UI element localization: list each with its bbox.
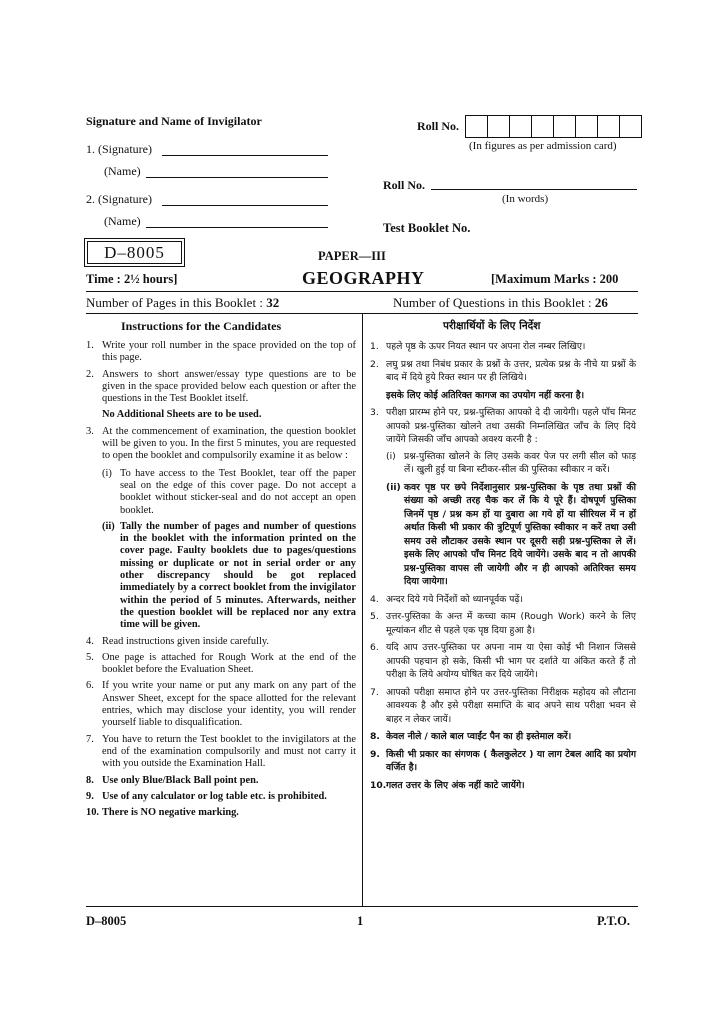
hindi-instructions-list: [370, 340, 636, 796]
invigilator-heading: Signature and Name of Invigilator: [86, 114, 262, 128]
list-item: 3. At the commencement of examination, the question booklet will be given to you. In the first 5 minutes, you are requested to open the booklet and compulsorily examine it as below : (i) To have access to the Test Booklet, tear off the paper seal on the edge of this cover page. Do not accept a booklet without sticker-seal and do not accept an open booklet. (ii) Tally the number of pages and number of questions in the booklet with the information printed on the cover page. Faulty booklets due to pages/questions missing or duplicate or not in serial order or any other discrepancy should be got replaced immediately by a correct booklet from the invigilator within the period of 5 minutes. Afterwards, neither the question booklet will be replaced nor any extra time will be given.: [86, 425, 356, 631]
list-item: 5. One page is attached for Rough Work at the end of the booklet before the Evaluation Sheet.: [86, 651, 356, 676]
list-item: 2. लघु प्रश्न तथा निबंध प्रकार के प्रश्नों के उत्तर, प्रत्येक प्रश्न के नीचे या प्रश्नों के बाद में दिये हुये रिक्त स्थान पर ही लिखिये।: [370, 358, 636, 383]
sub-item: (ii) Tally the number of pages and number of questions in the booklet with the information printed on the cover page. Faulty booklets due to pages/questions missing or duplicate or not in serial order or any other discrepancy should be got replaced immediately by a correct booklet from the invigilator within the period of 5 minutes. Afterwards, neither the question booklet will be replaced nor any extra time will be given.: [102, 520, 356, 631]
signature-1-line[interactable]: [162, 155, 328, 156]
roll-words-note: (In words): [502, 193, 549, 205]
pages-count: [86, 295, 279, 311]
english-instructions-list: [86, 340, 356, 823]
list-item: 9. Use of any calculator or log table etc. is prohibited.: [86, 790, 327, 802]
signature-2-label: 2. (Signature): [86, 192, 152, 206]
list-item: 6. If you write your name or put any mark on any part of the Answer Sheet, except for the space allotted for the relevant entries, which may disclose your identity, you will render yourself liable to disqualification.: [86, 680, 356, 729]
list-item: 10. There is NO negative marking.: [86, 807, 239, 819]
pages-count-value: 32: [266, 295, 280, 310]
hindi-instructions-heading: परीक्षार्थियों के लिए निर्देश: [443, 320, 541, 332]
name-2-line[interactable]: [146, 227, 328, 228]
pto-label: P.T.O.: [597, 914, 630, 928]
list-item: 1. Write your roll number in the space provided on the top of this page.: [86, 340, 356, 364]
sub-item: (ii) कवर पृष्ठ पर छपे निर्देशानुसार प्रश्न-पुस्तिका के पृष्ठ तथा प्रश्नों की संख्या को अच्छी तरह चैक कर लें कि ये पूरे हैं। दोषपूर्ण पुस्तिका जिनमें पृष्ठ / प्रश्न कम हों या दुबारा आ गये हों या सीरियल में न हों अर्थात किसी भी प्रकार की त्रुटिपूर्ण पुस्तिका स्वीकार न करें तथा उसी समय उसे लौटाकर उसके स्थान पर दूसरी सही प्रश्न-पुस्तिका ले लें। इसके लिए आपको पाँच मिनट दिये जायेंगे। उसके बाद न तो आपकी प्रश्न-पुस्तिका वापस ली जायेगी और न ही आपको अतिरिक्त समय दिया जायेगा।: [386, 481, 636, 587]
list-item: 7. आपको परीक्षा समाप्त होने पर उत्तर-पुस्तिका निरीक्षक महोदय को लौटाना आवश्यक है और इसे परीक्षा समाप्ति के बाद अपने साथ परीक्षा भवन से बाहर न लेकर जायें।: [370, 686, 636, 725]
name-2-label: (Name): [104, 214, 141, 228]
list-item: 3. परीक्षा प्रारम्भ होने पर, प्रश्न-पुस्तिका आपको दे दी जायेगी। पहले पाँच मिनट आपको प्रश्न-पुस्तिका खोलने तथा उसकी निम्नलिखित जाँच के लिए दिये जायेंगे जिसकी जाँच आपको अवश्य करनी है : (i) प्रश्न-पुस्तिका खोलने के लिए उसके कवर पेज पर लगी सील को फाड़ लें। खुली हुई या बिना स्टीकर-सील की पुस्तिका स्वीकार न करें। (ii) कवर पृष्ठ पर छपे निर्देशानुसार प्रश्न-पुस्तिका के पृष्ठ तथा प्रश्नों की संख्या को अच्छी तरह चैक कर लें कि ये पूरे हैं। दोषपूर्ण पुस्तिका जिनमें पृष्ठ / प्रश्न कम हों या दुबारा आ गये हों या सीरियल में न हों अर्थात किसी भी प्रकार की त्रुटिपूर्ण पुस्तिका स्वीकार न करें तथा उसी समय उसे लौटाकर उसके स्थान पर दूसरी सही प्रश्न-पुस्तिका ले लें। इसके लिए आपको पाँच मिनट दिये जायेंगे। उसके बाद न तो आपकी प्रश्न-पुस्तिका वापस ली जायेगी और न ही आपको अतिरिक्त समय दिया जायेगा।: [370, 407, 636, 587]
page-number: 1: [357, 914, 364, 928]
roll-number-boxes[interactable]: [466, 115, 642, 138]
list-item: 4. अन्दर दिये गये निर्देशों को ध्यानपूर्वक पढ़ें।: [370, 593, 524, 605]
sub-item: (i) To have access to the Test Booklet, tear off the paper seal on the edge of this cover page. Do not accept a booklet without sticker-seal and do not accept an open booklet.: [102, 467, 356, 516]
roll-no-words-label: Roll No.: [383, 178, 425, 192]
signature-1-label: 1. (Signature): [86, 142, 152, 156]
list-item: इसके लिए कोई अतिरिक्त कागज का उपयोग नहीं करना है।: [386, 389, 585, 401]
time-allowed: Time : 2½ hours]: [86, 272, 178, 286]
divider-top: [86, 291, 638, 292]
list-item: 8. Use only Blue/Black Ball point pen.: [86, 774, 259, 786]
booklet-code-box: D–8005: [87, 241, 182, 264]
subject-title: GEOGRAPHY: [302, 268, 425, 288]
questions-count-value: 26: [594, 295, 608, 310]
column-divider: [362, 314, 363, 906]
roll-figures-note: (In figures as per admission card): [469, 140, 617, 152]
paper-number: PAPER—III: [318, 249, 386, 263]
list-item: 10. गलत उत्तर के लिए अंक नहीं काटे जायेंगे।: [370, 779, 525, 791]
list-item: 4. Read instructions given inside carefully.: [86, 635, 269, 647]
roll-words-line[interactable]: [431, 189, 637, 190]
list-item: 6. यदि आप उत्तर-पुस्तिका पर अपना नाम या ऐसा कोई भी निशान जिससे आपकी पहचान हो सके, किसी भी भाग पर दर्शाते या अंकित करते हैं तो परीक्षा के लिये अयोग्य घोषित कर दिये जायेंगे।: [370, 642, 636, 680]
sub-item: (i) प्रश्न-पुस्तिका खोलने के लिए उसके कवर पेज पर लगी सील को फाड़ लें। खुली हुई या बिना स्टीकर-सील की पुस्तिका स्वीकार न करें।: [386, 450, 636, 475]
list-item: 5. उत्तर-पुस्तिका के अन्त में कच्चा काम (Rough Work) करने के लिए मूल्यांकन शीट से पहले एक पृष्ठ दिया हुआ है।: [370, 611, 636, 636]
footer-code: D–8005: [86, 914, 127, 928]
list-item: No Additional Sheets are to be used.: [102, 409, 262, 421]
divider-bottom: [86, 906, 638, 907]
english-instructions-heading: Instructions for the Candidates: [121, 319, 282, 333]
signature-2-line[interactable]: [162, 205, 328, 206]
list-item: 2. Answers to short answer/essay type questions are to be given in the space provided below each question or after the questions in the Test Booklet itself.: [86, 368, 356, 405]
questions-count: [393, 295, 608, 311]
roll-no-label: Roll No.: [417, 119, 459, 133]
list-item: 7. You have to return the Test booklet to the invigilators at the end of the examination compulsorily and must not carry it with you outside the Examination Hall.: [86, 733, 356, 770]
questions-count-label: Number of Questions in this Booklet :: [393, 295, 595, 310]
test-booklet-label: Test Booklet No.: [383, 221, 471, 235]
maximum-marks: [Maximum Marks : 200: [491, 272, 619, 286]
name-1-line[interactable]: [146, 177, 328, 178]
list-item: 1. पहले पृष्ठ के ऊपर नियत स्थान पर अपना रोल नम्बर लिखिए।: [370, 341, 586, 352]
list-item: 8. केवल नीले / काले बाल प्वाईंट पैन का ही इस्तेमाल करें।: [370, 731, 572, 742]
pages-count-label: Number of Pages in this Booklet :: [86, 295, 267, 310]
name-1-label: (Name): [104, 164, 141, 178]
list-item: 9. किसी भी प्रकार का संगणक ( कैलकुलेटर ) या लाग टेबल आदि का प्रयोग वर्जित है।: [370, 748, 636, 773]
